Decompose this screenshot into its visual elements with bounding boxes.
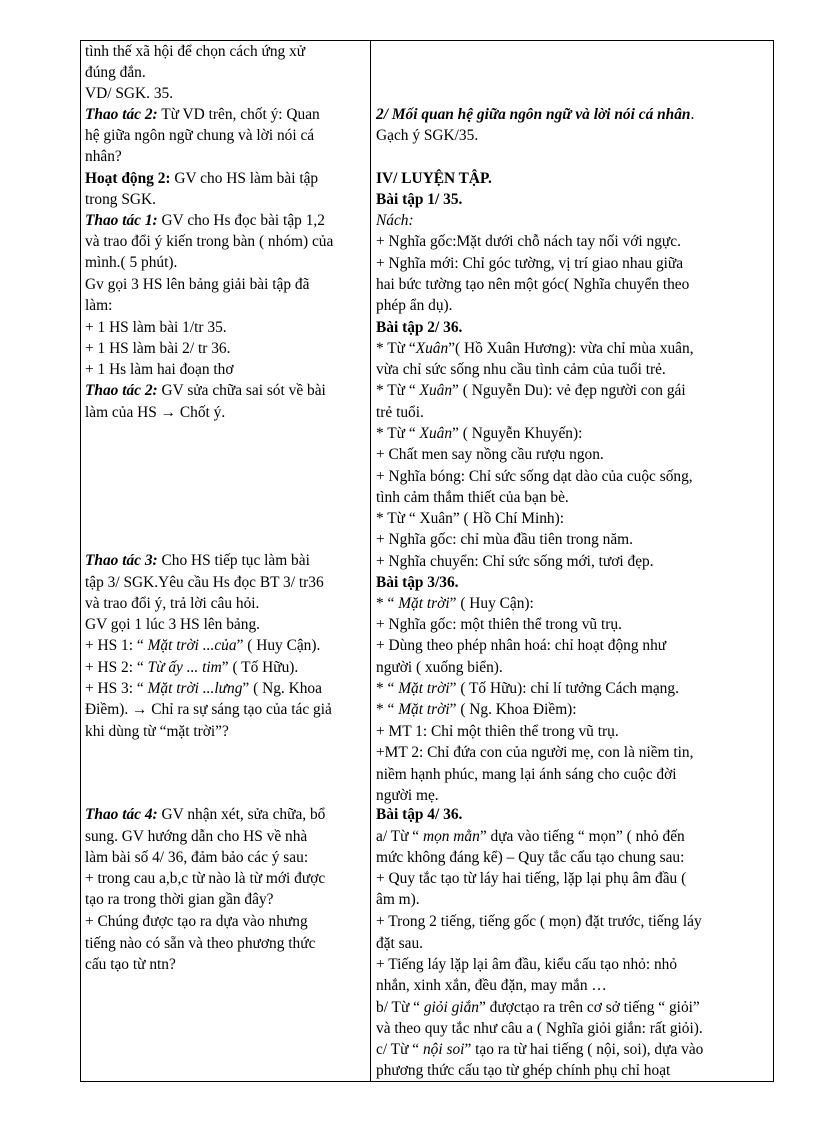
- text-run: b/ Từ “: [376, 999, 424, 1016]
- text-run: * “: [376, 701, 399, 718]
- text-line: [376, 467, 693, 487]
- text-run: Từ VD trên, chốt ý: Quan: [157, 106, 320, 123]
- text-line: [376, 530, 633, 550]
- column-divider: [370, 41, 371, 1081]
- text-run: người ( xuống biển).: [376, 659, 503, 676]
- text-run: Bài tập 3/36.: [376, 574, 459, 591]
- text-line: [85, 955, 176, 975]
- text-line: [85, 211, 325, 231]
- text-line: [85, 700, 332, 720]
- text-run: mình.( 5 phút).: [85, 254, 178, 271]
- text-run: + Nghĩa gốc:Mặt dưới chỗ nách tay nối với ngực.: [376, 233, 681, 250]
- text-run: sung. GV hướng dẫn cho HS về nhà: [85, 828, 308, 845]
- text-line: [85, 615, 260, 635]
- text-line: [376, 955, 677, 975]
- text-run: ” ( Nguyễn Khuyến):: [452, 425, 583, 442]
- text-line: [376, 381, 686, 401]
- text-line: [376, 765, 676, 785]
- text-run: trong SGK.: [85, 191, 156, 208]
- text-run: * “: [376, 595, 399, 612]
- text-line: [85, 805, 325, 825]
- text-line: [376, 552, 654, 572]
- text-line: [376, 232, 681, 252]
- text-run: ” ( Huy Cận).: [236, 637, 321, 654]
- text-run: và theo quy tắc như câu a ( Nghĩa giỏi giắn: rất giỏi).: [376, 1020, 703, 1037]
- text-run: Mặt trời: [398, 595, 450, 612]
- text-run: + HS 2: “: [85, 659, 148, 676]
- text-line: [85, 360, 233, 380]
- text-line: [376, 976, 607, 996]
- text-line: [376, 1019, 703, 1039]
- text-run: + Trong 2 tiếng, tiếng gốc ( mọn) đặt trước, tiếng láy: [376, 913, 702, 930]
- text-run: * Từ “ Xuân” ( Hồ Chí Minh):: [376, 510, 565, 527]
- text-run: và trao đổi ý kiến trong bàn ( nhóm) của: [85, 233, 334, 250]
- text-line: [376, 360, 666, 380]
- text-run: + Nghĩa chuyển: Chỉ sức sống mới, tươi đẹp.: [376, 553, 654, 570]
- text-line: [85, 105, 320, 125]
- text-run: VD/ SGK. 35.: [85, 85, 174, 102]
- text-line: [85, 84, 173, 104]
- text-line: [85, 912, 308, 932]
- text-run: vừa chỉ sức sống nhu cầu tình cảm của tuổi trẻ.: [376, 361, 666, 378]
- text-run: làm:: [85, 297, 113, 314]
- text-run: giỏi giắn: [423, 999, 479, 1016]
- text-line: [85, 42, 305, 62]
- text-line: [376, 339, 694, 359]
- text-run: đúng đắn.: [85, 64, 146, 81]
- text-run: trẻ tuổi.: [376, 404, 424, 421]
- text-run: c/ Từ “: [376, 1041, 423, 1058]
- text-run: Từ ấy ... tim: [147, 659, 222, 676]
- text-run: tình thế xã hội để chọn cách ứng xử: [85, 43, 306, 60]
- text-run: + 1 HS làm bài 1/tr 35.: [85, 319, 227, 336]
- text-run: Thao tác 4:: [85, 806, 158, 823]
- text-run: IV/ LUYỆN TẬP.: [376, 170, 492, 187]
- text-run: + Chất men say nồng cầu rượu ngon.: [376, 446, 604, 463]
- text-line: [85, 848, 308, 868]
- text-line: [376, 1040, 703, 1060]
- text-run: * “: [376, 680, 399, 697]
- text-line: [85, 318, 227, 338]
- text-line: [376, 190, 462, 210]
- text-line: [376, 275, 689, 295]
- text-line: [376, 890, 420, 910]
- text-line: [85, 658, 298, 678]
- text-run: + Quy tắc tạo từ láy hai tiếng, lặp lại phụ âm đầu (: [376, 870, 687, 887]
- text-run: * Từ “: [376, 340, 416, 357]
- text-run: ” ( Ng. Khoa: [242, 680, 322, 697]
- text-run: nhân?: [85, 148, 122, 165]
- text-line: [85, 190, 156, 210]
- text-run: làm bài số 4/ 36, đảm bảo các ý sau:: [85, 849, 309, 866]
- text-run: đặt sau.: [376, 935, 424, 952]
- text-run: GV gọi 1 lúc 3 HS lên bảng.: [85, 616, 260, 633]
- text-line: [376, 722, 619, 742]
- text-run: GV cho Hs đọc bài tập 1,2: [157, 212, 325, 229]
- text-run: GV sửa chữa sai sót về bài: [157, 382, 326, 399]
- text-line: [85, 679, 322, 699]
- text-line: [85, 275, 309, 295]
- text-line: [376, 700, 577, 720]
- text-run: + Dùng theo phép nhân hoá: chỉ hoạt động như: [376, 637, 667, 654]
- text-run: + HS 1: “: [85, 637, 148, 654]
- text-run: nhắn, xinh xắn, đều đặn, may mắn …: [376, 977, 607, 994]
- text-line: [376, 869, 686, 889]
- text-line: [85, 232, 333, 252]
- text-line: [376, 998, 700, 1018]
- text-run: + HS 3: “: [85, 680, 148, 697]
- text-run: mọn mằn: [422, 828, 480, 845]
- text-line: [376, 805, 462, 825]
- text-line: [376, 594, 534, 614]
- text-run: Xuân: [419, 425, 453, 442]
- text-run: Thao tác 2:: [85, 106, 158, 123]
- text-line: [376, 636, 666, 656]
- text-line: [376, 1061, 670, 1081]
- text-line: [85, 169, 318, 189]
- text-run: âm m).: [376, 891, 420, 908]
- text-line: [85, 126, 314, 146]
- text-run: ” ( Ng. Khoa Điềm):: [449, 701, 577, 718]
- text-run: + MT 1: Chỉ một thiên thể trong vũ trụ.: [376, 723, 619, 740]
- text-run: .: [690, 106, 695, 123]
- text-run: và trao đổi ý, trả lời câu hỏi.: [85, 595, 260, 612]
- text-line: [85, 722, 229, 742]
- text-line: [376, 786, 439, 806]
- text-run: + Nghĩa bóng: Chỉ sức sống dạt dào của cuộc sống,: [376, 468, 693, 485]
- text-run: + Chúng được tạo ra dựa vào nhưng: [85, 913, 308, 930]
- text-run: ” ( Nguyễn Du): vẻ đẹp người con gái: [452, 382, 686, 399]
- text-run: + Nghĩa gốc: một thiên thể trong vũ trụ.: [376, 616, 622, 633]
- text-line: [376, 679, 679, 699]
- text-run: Mặt trời ...lưng: [147, 680, 243, 697]
- text-run: phép ẩn dụ).: [376, 297, 453, 314]
- text-line: [376, 488, 569, 508]
- text-line: [85, 339, 230, 359]
- text-line: [85, 551, 310, 571]
- text-run: +MT 2: Chỉ đứa con của người mẹ, con là niềm tin,: [376, 744, 694, 761]
- text-line: [85, 869, 325, 889]
- text-run: Thao tác 1:: [85, 212, 158, 229]
- text-line: [376, 615, 622, 635]
- text-line: [376, 934, 423, 954]
- text-line: [85, 573, 324, 593]
- text-line: [376, 424, 582, 444]
- text-line: [376, 126, 478, 146]
- text-run: hệ giữa ngôn ngữ chung và lời nói cá: [85, 127, 315, 144]
- text-line: [376, 573, 459, 593]
- text-run: ” đượctạo ra trên cơ sở tiếng “ giỏi”: [478, 999, 700, 1016]
- text-run: Mặt trời ...của: [147, 637, 237, 654]
- text-line: [376, 912, 702, 932]
- text-line: [376, 296, 453, 316]
- text-line: [85, 381, 326, 401]
- text-run: người mẹ.: [376, 787, 439, 804]
- text-run: ”( Hồ Xuân Hương): vừa chỉ mùa xuân,: [448, 340, 694, 357]
- text-line: [376, 658, 503, 678]
- text-run: phương thức cấu tạo từ ghép chính phụ chỉ hoạt: [376, 1062, 671, 1079]
- text-line: [376, 827, 685, 847]
- text-line: [376, 445, 604, 465]
- text-run: Bài tập 1/ 35.: [376, 191, 463, 208]
- text-run: Mặt trời: [398, 701, 450, 718]
- text-run: làm của HS → Chốt ý.: [85, 404, 226, 421]
- text-run: ” dựa vào tiếng “ mọn” ( nhỏ đến: [479, 828, 685, 845]
- text-run: Thao tác 3:: [85, 552, 158, 569]
- lesson-table: [80, 40, 774, 1082]
- text-run: Nách:: [376, 212, 414, 229]
- text-line: [85, 934, 315, 954]
- text-line: [85, 403, 225, 423]
- text-run: + Nghĩa mới: Chỉ góc tường, vị trí giao nhau giữa: [376, 255, 684, 272]
- text-line: [376, 254, 683, 274]
- text-run: Cho HS tiếp tục làm bài: [157, 552, 310, 569]
- text-line: [85, 636, 320, 656]
- text-run: tập 3/ SGK.Yêu cầu Hs đọc BT 3/ tr36: [85, 574, 324, 591]
- text-line: [85, 147, 122, 167]
- text-run: ” ( Huy Cận):: [449, 595, 534, 612]
- text-line: [376, 403, 424, 423]
- text-run: GV cho HS làm bài tập: [170, 170, 319, 187]
- text-run: hai bức tường tạo nên một góc( Nghĩa chuyển theo: [376, 276, 690, 293]
- text-run: Thao tác 2:: [85, 382, 158, 399]
- text-run: Hoạt động 2:: [85, 170, 171, 187]
- text-run: mức không đáng kể) – Quy tắc cấu tạo chung sau:: [376, 849, 685, 866]
- text-run: + 1 HS làm bài 2/ tr 36.: [85, 340, 231, 357]
- text-line: [85, 253, 177, 273]
- text-run: tình cảm thắm thiết của bạn bè.: [376, 489, 569, 506]
- text-run: tiếng nào có sẵn và theo phương thức: [85, 935, 316, 952]
- text-line: [376, 318, 462, 338]
- text-run: ” tạo ra từ hai tiếng ( nội, soi), dựa vào: [464, 1041, 704, 1058]
- text-line: [85, 594, 259, 614]
- text-run: Bài tập 4/ 36.: [376, 806, 463, 823]
- text-run: cấu tạo từ ntn?: [85, 956, 176, 973]
- text-run: Gạch ý SGK/35.: [376, 127, 479, 144]
- text-line: [85, 890, 274, 910]
- text-line: [376, 743, 693, 763]
- text-run: Mặt trời: [398, 680, 450, 697]
- text-run: + Nghĩa gốc: chỉ mùa đầu tiên trong năm.: [376, 531, 634, 548]
- text-line: [85, 827, 307, 847]
- text-run: Gv gọi 3 HS lên bảng giải bài tập đã: [85, 276, 310, 293]
- text-run: + trong cau a,b,c từ nào là từ mới được: [85, 870, 326, 887]
- text-line: [376, 169, 492, 189]
- text-line: [85, 63, 146, 83]
- text-run: khi dùng từ “mặt trời”?: [85, 723, 229, 740]
- text-run: + Tiếng láy lặp lại âm đầu, kiểu cấu tạo nhỏ: nhỏ: [376, 956, 678, 973]
- text-run: Bài tập 2/ 36.: [376, 319, 463, 336]
- text-run: * Từ “: [376, 425, 420, 442]
- text-line: [376, 211, 414, 231]
- text-run: GV nhận xét, sửa chữa, bổ: [157, 806, 326, 823]
- text-run: 2/ Mối quan hệ giữa ngôn ngữ và lời nói cá nhân: [376, 106, 691, 123]
- text-run: Xuân: [415, 340, 449, 357]
- text-line: [376, 105, 694, 125]
- text-run: a/ Từ “: [376, 828, 423, 845]
- text-run: niềm hạnh phúc, mang lại ánh sáng cho cuộc đời: [376, 766, 677, 783]
- text-run: Điềm). → Chỉ ra sự sáng tạo của tác giả: [85, 701, 332, 718]
- text-run: + 1 Hs làm hai đoạn thơ: [85, 361, 234, 378]
- text-run: Xuân: [419, 382, 453, 399]
- text-run: ” ( Tố Hữu): chỉ lí tưởng Cách mạng.: [449, 680, 679, 697]
- text-line: [85, 296, 112, 316]
- text-run: * Từ “: [376, 382, 420, 399]
- text-run: tạo ra trong thời gian gần đây?: [85, 891, 274, 908]
- text-run: ” ( Tố Hữu).: [221, 659, 299, 676]
- text-line: [376, 509, 564, 529]
- text-run: nội soi: [422, 1041, 465, 1058]
- text-line: [376, 848, 684, 868]
